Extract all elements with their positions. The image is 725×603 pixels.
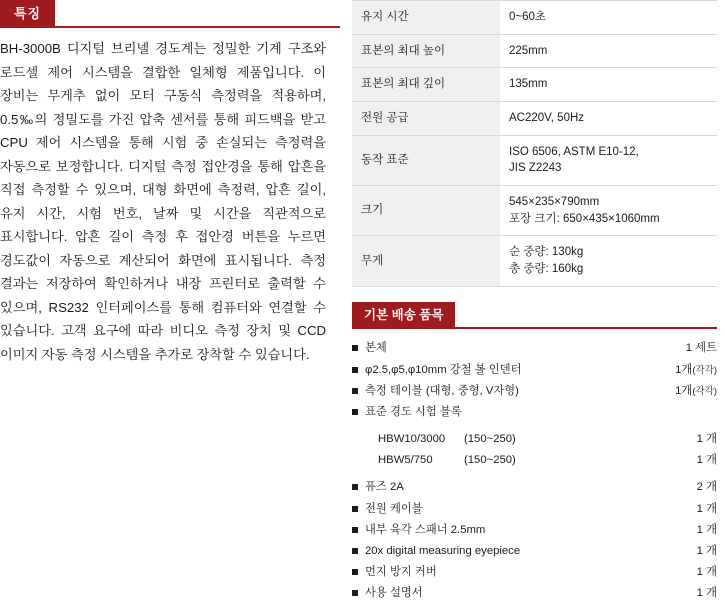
specifications-table [352, 0, 717, 287]
spec-value: AC220V, 50Hz [500, 102, 717, 136]
packing-item-label [352, 521, 485, 537]
spec-row [352, 34, 717, 68]
spec-value: 135mm [500, 68, 717, 102]
packing-item-qty-note: (각각) [692, 385, 717, 397]
spec-row [352, 186, 717, 236]
packing-item-label [352, 545, 520, 557]
spec-row [352, 135, 717, 185]
spec-key: 무게 [352, 236, 500, 286]
square-bullet-icon [352, 388, 358, 394]
packing-item-qty: 1 개 [696, 587, 717, 600]
spec-key: 동작 표준 [352, 135, 500, 185]
spec-row [352, 68, 717, 102]
packing-item-label [352, 563, 437, 579]
packing-list [352, 337, 717, 603]
features-section [0, 0, 340, 519]
spec-value: 225mm [500, 34, 717, 68]
packing-item-label [352, 584, 423, 600]
features-heading [0, 0, 340, 26]
packing-item-text: 전원 케이블 [365, 502, 423, 515]
square-bullet-icon [352, 484, 358, 490]
packing-item-range: (150~250) [464, 454, 516, 467]
spec-row [352, 236, 717, 286]
square-bullet-icon [352, 590, 358, 596]
packing-item-text: 내부 육각 스패너 2.5mm [365, 523, 486, 536]
spec-key: 크기 [352, 186, 500, 236]
packing-item-label [352, 478, 404, 494]
square-bullet-icon [352, 345, 358, 351]
square-bullet-icon [352, 527, 358, 533]
square-bullet-icon [352, 548, 358, 554]
packing-item-text: φ2.5,φ5,φ10mm 강철 볼 인덴터 [365, 363, 522, 376]
specs-section [352, 0, 725, 600]
packing-item-qty: 1 개 [696, 502, 717, 515]
packing-item-label [352, 382, 519, 398]
packing-item-qty: 1 세트 [685, 342, 717, 355]
packing-item-range: (150~250) [464, 433, 516, 446]
packing-item [352, 476, 717, 497]
packing-rule [352, 327, 717, 329]
packing-item-label [352, 361, 522, 377]
packing-item [352, 337, 717, 358]
packing-item-text: 본체 [365, 342, 387, 355]
packing-item [352, 518, 717, 539]
packing-item-label [352, 454, 516, 466]
packing-item [352, 582, 717, 603]
packing-item-qty: 1개(각각) [675, 384, 717, 397]
packing-item-text: HBW10/3000 [378, 433, 446, 446]
packing-item [352, 561, 717, 582]
spec-value: 0~60초 [500, 1, 717, 35]
packing-item [352, 497, 717, 518]
packing-item-text: 표준 경도 시험 블록 [365, 405, 462, 418]
square-bullet-icon [352, 569, 358, 575]
spec-key: 전원 공급 [352, 102, 500, 136]
packing-item-text: 퓨즈 2A [365, 481, 404, 494]
square-bullet-icon [352, 506, 358, 512]
packing-item-qty-note: (각각) [692, 364, 717, 376]
packing-heading [352, 302, 725, 327]
spec-key: 표본의 최대 높이 [352, 34, 500, 68]
packing-item [352, 358, 717, 379]
square-bullet-icon [352, 409, 358, 415]
packing-item-text: 측정 테이블 (대형, 중형, V자형) [365, 384, 519, 397]
packing-item-text: HBW5/750 [378, 454, 433, 467]
packing-item-qty: 1 개 [696, 545, 717, 557]
packing-item [352, 400, 717, 421]
square-bullet-icon [352, 367, 358, 373]
spec-key: 표본의 최대 깊이 [352, 68, 500, 102]
packing-tag: 기본 배송 품목 [352, 302, 455, 327]
packing-item [352, 539, 717, 560]
packing-item-qty: 1개(각각) [675, 363, 717, 376]
packing-item [352, 379, 717, 400]
features-body: BH-3000B 디지털 브리넬 경도계는 정밀한 기계 구조와 로드셀 제어 시스템을 결합한 일체형 제품입니다. 이 장비는 무게추 없이 모터 구동식 측정력을 적용하며, 0.5‰의 정밀도를 가진 압축 센서를 통해 피드백을 받고 CPU 제어 시스템을 통해 시험 중 손실되는 측정력을 자동으로 보정합니다. 디지털 측정 접안경을 통해 압흔을 직접 측정할 수 있으며, 대형 화면에 측정력, 압흔 길이, 유지 시간, 시험 번호, 날짜 및 시간을 직관적으로 표시합니다. 압흔 길이 측정 후 접안경 버튼을 누르면 경도값이 자동으로 계산되어 화면에 표시됩니다. 측정 결과는 저장하여 확인하거나 내장 프린터로 출력할 수 있으며, RS232 인터페이스를 통해 컴퓨터와 연결할 수 있습니다. 고객 요구에 따라 비디오 측정 장치 및 CCD 이미지 자동 측정 시스템을 추가로 장착할 수 있습니다. [0, 41, 326, 362]
packing-item-qty: 1 개 [696, 454, 717, 467]
packing-item [352, 449, 717, 470]
spec-row [352, 1, 717, 35]
packing-item [352, 427, 717, 448]
packing-item-qty: 1 개 [696, 433, 717, 446]
packing-item-text: 먼지 방지 커버 [365, 566, 437, 579]
packing-item-label [352, 339, 387, 355]
packing-item-qty: 1 개 [696, 523, 717, 536]
packing-item-text: 20x digital measuring eyepiece [365, 545, 521, 557]
features-rule [0, 26, 340, 28]
features-tag: 특징 [0, 0, 55, 26]
packing-item-label [352, 433, 516, 445]
spec-value: 순 중량: 130kg 총 중량: 160kg [500, 236, 717, 286]
spec-key: 유지 시간 [352, 1, 500, 35]
spec-value: ISO 6506, ASTM E10-12, JIS Z2243 [500, 135, 717, 185]
packing-item-qty: 1 개 [696, 566, 717, 579]
packing-item-label [352, 500, 423, 516]
packing-item-label [352, 403, 462, 419]
spec-value: 545×235×790mm 포장 크기: 650×435×1060mm [500, 186, 717, 236]
packing-item-qty: 2 개 [696, 481, 717, 494]
spec-row [352, 102, 717, 136]
packing-item-text: 사용 설명서 [365, 587, 423, 600]
